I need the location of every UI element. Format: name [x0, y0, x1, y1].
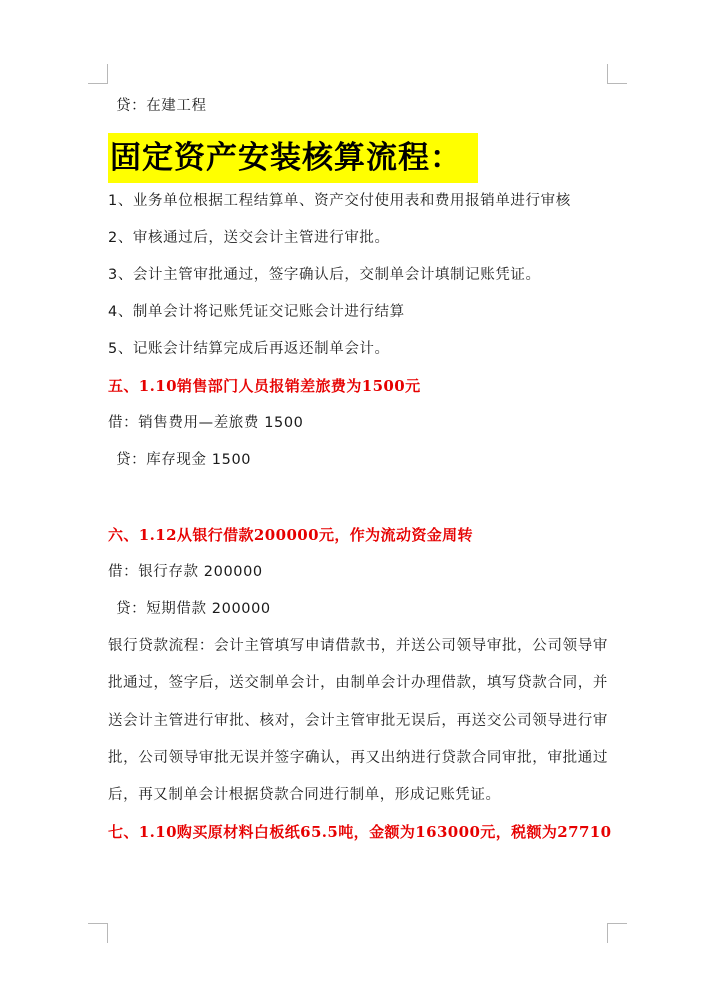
- crop-mark-top-right-v: [607, 64, 608, 84]
- section-5-debit: 借：销售费用—差旅费 1500: [108, 415, 304, 432]
- crop-mark-top-left-h: [88, 83, 108, 84]
- loan-process-paragraph: 银行贷款流程：会计主管填写申请借款书，并送公司领导审批，公司领导审批通过，签字后，送交制单会计，由制单会计办理借款，填写贷款合同，并送会计主管进行审批、核对，会计主管审批无误后，再送交公司领导进行审批，公司领导审批无误并签字确认，再又出纳进行贷款合同审批，审批通过后，再又制单会计根据贷款合同进行制单，形成记账凭证。: [108, 638, 608, 804]
- step-1: 1、业务单位根据工程结算单、资产交付使用表和费用报销单进行审核: [108, 193, 571, 209]
- step-2: 2、审核通过后，送交会计主管进行审批。: [108, 230, 390, 247]
- crop-mark-top-right-h: [607, 83, 627, 84]
- section-6-debit: 借：银行存款 200000: [108, 564, 263, 581]
- credit-construction-line: 贷：在建工程: [116, 98, 207, 114]
- crop-mark-bottom-left-v: [107, 923, 108, 943]
- section-heading: 固定资产安装核算流程：: [108, 133, 478, 183]
- crop-mark-bottom-right-h: [607, 923, 627, 924]
- section-5-credit: 贷：库存现金 1500: [116, 452, 252, 469]
- section-7-title: 七、1.10购买原材料白板纸65.5吨，金额为163000元，税额为27710: [108, 823, 612, 842]
- section-6-credit: 贷：短期借款 200000: [116, 601, 271, 618]
- section-6-title: 六、1.12从银行借款200000元，作为流动资金周转: [108, 526, 473, 545]
- blank-line: [108, 479, 608, 517]
- document-body: [108, 88, 612, 851]
- step-5: 5、记账会计结算完成后再返还制单会计。: [108, 341, 390, 358]
- step-3: 3、会计主管审批通过，签字确认后，交制单会计填制记账凭证。: [108, 267, 541, 284]
- crop-mark-top-left-v: [107, 64, 108, 84]
- crop-mark-bottom-left-h: [88, 923, 108, 924]
- crop-mark-bottom-right-v: [607, 923, 608, 943]
- section-5-title: 五、1.10销售部门人员报销差旅费为1500元: [108, 377, 421, 396]
- step-4: 4、制单会计将记账凭证交记账会计进行结算: [108, 304, 405, 321]
